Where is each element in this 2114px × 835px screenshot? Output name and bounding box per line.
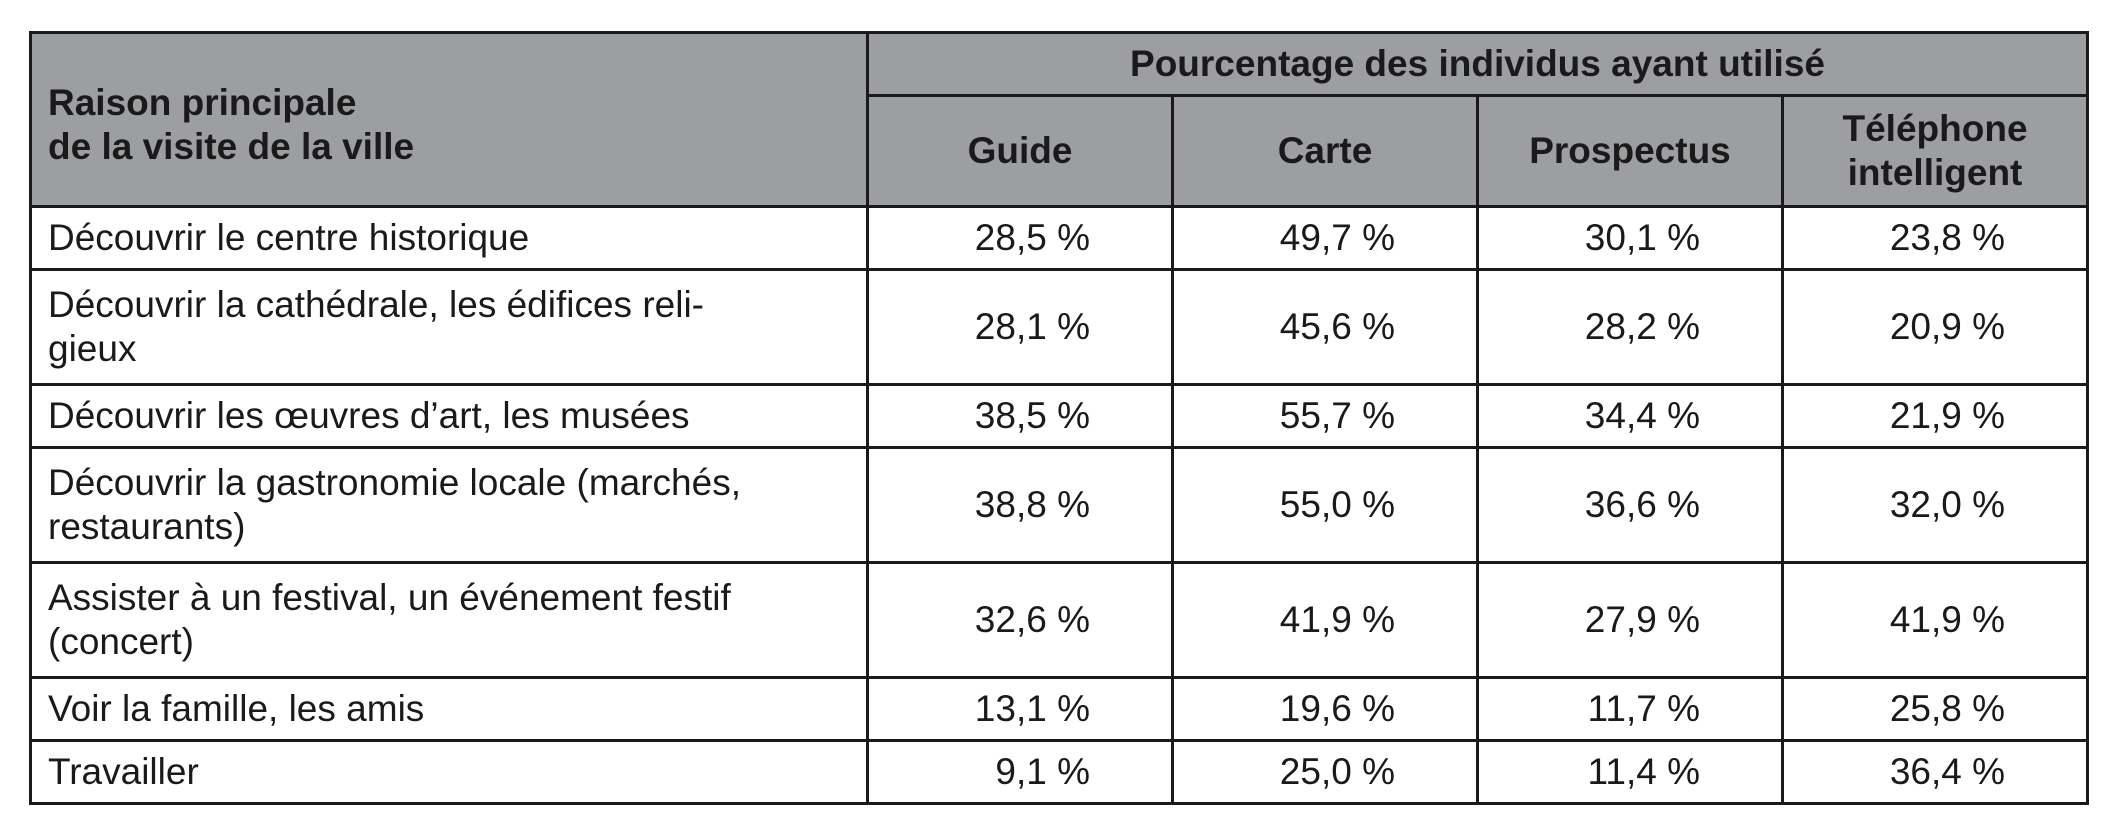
cell-value: 55,0 % [1279, 484, 1395, 525]
header-guide: Guide [868, 96, 1173, 207]
cell-value: 28,1 % [974, 306, 1090, 347]
cell-guide [868, 385, 1173, 448]
row-reason: Voir la famille, les amis [31, 678, 868, 741]
row-reason: Assister à un festival, un événement festif (concert) [31, 563, 868, 678]
table-container [29, 31, 2089, 805]
cell-value: 32,6 % [974, 599, 1090, 640]
cell-value: 49,7 % [1279, 217, 1395, 258]
cell-carte [1173, 270, 1478, 385]
cell-prospectus [1478, 385, 1783, 448]
cell-value: 41,9 % [1889, 599, 2006, 640]
cell-telephone [1783, 207, 2088, 270]
cell-carte [1173, 678, 1478, 741]
cell-value: 34,4 % [1584, 395, 1700, 436]
header-group: Pourcentage des individus ayant utilisé [868, 33, 2088, 96]
table-row [31, 448, 2088, 563]
cell-telephone [1783, 448, 2088, 563]
table-row [31, 678, 2088, 741]
cell-carte [1173, 741, 1478, 804]
cell-carte [1173, 385, 1478, 448]
cell-telephone [1783, 678, 2088, 741]
cell-value: 25,8 % [1889, 688, 2006, 729]
header-prospectus: Prospectus [1478, 96, 1783, 207]
cell-carte [1173, 563, 1478, 678]
cell-value: 23,8 % [1889, 217, 2006, 258]
header-reason [31, 33, 868, 207]
cell-guide [868, 678, 1173, 741]
cell-value: 25,0 % [1279, 751, 1395, 792]
header-telephone-line1: Téléphone [1842, 108, 2028, 149]
cell-value: 38,5 % [974, 395, 1090, 436]
cell-value: 13,1 % [974, 688, 1090, 729]
cell-value: 9,1 % [995, 751, 1090, 792]
cell-value: 38,8 % [974, 484, 1090, 525]
cell-value: 41,9 % [1279, 599, 1395, 640]
cell-value: 20,9 % [1889, 306, 2006, 347]
header-telephone [1783, 96, 2088, 207]
header-reason-line1: Raison principale [48, 81, 357, 123]
cell-value: 28,2 % [1584, 306, 1700, 347]
table-row [31, 270, 2088, 385]
cell-guide [868, 448, 1173, 563]
cell-prospectus [1478, 563, 1783, 678]
cell-telephone [1783, 270, 2088, 385]
cell-value: 11,4 % [1587, 751, 1700, 792]
row-reason-line2: gieux [48, 328, 137, 369]
cell-carte [1173, 448, 1478, 563]
cell-value: 27,9 % [1584, 599, 1700, 640]
cell-value: 36,4 % [1889, 751, 2006, 792]
table-row [31, 741, 2088, 804]
cell-value: 21,9 % [1889, 395, 2006, 436]
cell-prospectus [1478, 448, 1783, 563]
row-reason: Découvrir la gastronomie locale (marchés, restaurants) [31, 448, 868, 563]
cell-value: 55,7 % [1279, 395, 1395, 436]
row-reason [31, 270, 868, 385]
header-reason-line2: de la visite de la ville [48, 125, 415, 167]
cell-value: 19,6 % [1279, 688, 1395, 729]
usage-table [29, 31, 2089, 805]
cell-carte [1173, 207, 1478, 270]
header-carte: Carte [1173, 96, 1478, 207]
cell-telephone [1783, 385, 2088, 448]
cell-value: 28,5 % [974, 217, 1090, 258]
cell-value: 36,6 % [1584, 484, 1700, 525]
cell-value: 45,6 % [1279, 306, 1395, 347]
row-reason: Travailler [31, 741, 868, 804]
cell-guide [868, 207, 1173, 270]
cell-guide [868, 741, 1173, 804]
cell-value: 32,0 % [1889, 484, 2006, 525]
table-row [31, 563, 2088, 678]
cell-prospectus [1478, 207, 1783, 270]
cell-value: 30,1 % [1584, 217, 1700, 258]
table-row [31, 385, 2088, 448]
table-row [31, 207, 2088, 270]
cell-telephone [1783, 563, 2088, 678]
header-telephone-line2: intelligent [1847, 152, 2023, 193]
cell-prospectus [1478, 678, 1783, 741]
cell-guide [868, 563, 1173, 678]
cell-guide [868, 270, 1173, 385]
row-reason: Découvrir le centre historique [31, 207, 868, 270]
cell-value: 11,7 % [1587, 688, 1700, 729]
cell-telephone [1783, 741, 2088, 804]
row-reason-line1: Découvrir la cathédrale, les édifices reli- [48, 284, 704, 325]
cell-prospectus [1478, 270, 1783, 385]
cell-prospectus [1478, 741, 1783, 804]
row-reason: Découvrir les œuvres d’art, les musées [31, 385, 868, 448]
